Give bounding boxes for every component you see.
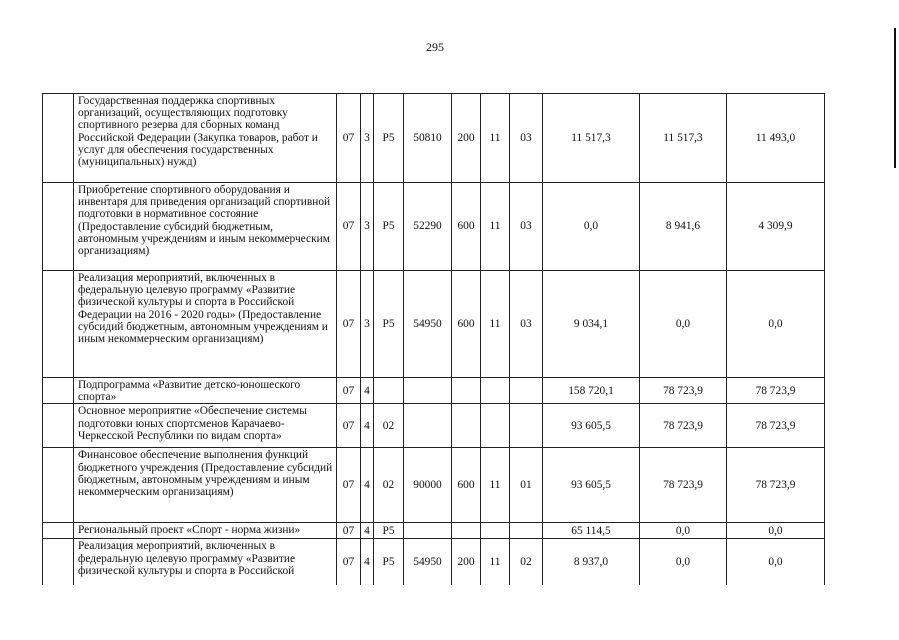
amount-year2-cell: 8 941,6 [640,183,727,271]
section-code-cell: 07 [337,448,361,523]
department-code-cell: 11 [481,183,510,271]
table-body [43,94,825,585]
expense-type-cell: 600 [452,271,481,378]
table-row [43,378,825,404]
expense-type-cell [452,378,481,404]
budget-table [42,93,825,585]
amount-year3-cell: 4 309,9 [727,183,825,271]
department-code-cell [481,378,510,404]
amount-year1-cell: 158 720,1 [543,378,640,404]
amount-year1-cell: 11 517,3 [543,94,640,183]
amount-year1-cell: 65 114,5 [543,523,640,539]
amount-year2-cell: 78 723,9 [640,404,727,448]
direction-code-cell [404,404,452,448]
blank-cell [43,448,74,523]
page-number: 295 [426,40,444,54]
section-code-cell: 07 [337,404,361,448]
program-code-cell: P5 [374,539,404,585]
amount-year3-cell: 11 493,0 [727,94,825,183]
subdepartment-code-cell [510,523,543,539]
subsection-code-cell: 3 [361,94,374,183]
subsection-code-cell: 4 [361,523,374,539]
table-row [43,271,825,378]
item-name-cell: Государственная поддержка спортивных организаций, осуществляющих подготовку спортивного резерва для сборных команд Российской Федерации (Закупка товаров, работ и услуг для обеспечения государственных (муниципальных) нужд) [74,94,337,183]
section-code-cell: 07 [337,183,361,271]
blank-cell [43,404,74,448]
section-code-cell: 07 [337,523,361,539]
program-code-cell: P5 [374,183,404,271]
table-row [43,404,825,448]
amount-year3-cell: 0,0 [727,271,825,378]
direction-code-cell: 90000 [404,448,452,523]
blank-cell [43,378,74,404]
program-code-cell: 02 [374,448,404,523]
subdepartment-code-cell: 03 [510,94,543,183]
program-code-cell: P5 [374,94,404,183]
section-code-cell: 07 [337,271,361,378]
amount-year1-cell: 93 605,5 [543,404,640,448]
table-row [43,183,825,271]
amount-year2-cell: 0,0 [640,271,727,378]
department-code-cell: 11 [481,271,510,378]
amount-year1-cell: 9 034,1 [543,271,640,378]
subsection-code-cell: 4 [361,448,374,523]
subdepartment-code-cell: 03 [510,271,543,378]
table-row [43,94,825,183]
blank-cell [43,271,74,378]
blank-cell [43,94,74,183]
department-code-cell: 11 [481,539,510,585]
program-code-cell: 02 [374,404,404,448]
subsection-code-cell: 4 [361,404,374,448]
subsection-code-cell: 3 [361,271,374,378]
amount-year3-cell: 0,0 [727,539,825,585]
amount-year3-cell: 78 723,9 [727,448,825,523]
table-row [43,448,825,523]
amount-year2-cell: 0,0 [640,539,727,585]
expense-type-cell: 600 [452,183,481,271]
department-code-cell: 11 [481,448,510,523]
program-code-cell: P5 [374,523,404,539]
program-code-cell [374,378,404,404]
subdepartment-code-cell [510,378,543,404]
direction-code-cell [404,523,452,539]
direction-code-cell: 52290 [404,183,452,271]
department-code-cell [481,404,510,448]
department-code-cell: 11 [481,94,510,183]
direction-code-cell: 50810 [404,94,452,183]
direction-code-cell: 54950 [404,539,452,585]
expense-type-cell: 200 [452,539,481,585]
item-name-cell: Финансовое обеспечение выполнения функций бюджетного учреждения (Предоставление субсидий бюджетным, автономным учреждениям и иным некоммерческим организациям) [74,448,337,523]
amount-year2-cell: 78 723,9 [640,378,727,404]
amount-year2-cell: 78 723,9 [640,448,727,523]
section-code-cell: 07 [337,94,361,183]
program-code-cell: P5 [374,271,404,378]
section-code-cell: 07 [337,378,361,404]
subdepartment-code-cell [510,404,543,448]
item-name-cell: Реализация мероприятий, включенных в федеральную целевую программу «Развитие физической культуры и спорта в Российской [74,539,337,585]
item-name-cell: Приобретение спортивного оборудования и инвентаря для приведения организаций спортивной подготовки в нормативное состояние (Предоставление субсидий бюджетным, автономным учреждениям и иным некоммерческим организациям) [74,183,337,271]
department-code-cell [481,523,510,539]
amount-year2-cell: 0,0 [640,523,727,539]
expense-type-cell: 600 [452,448,481,523]
item-name-cell: Реализация мероприятий, включенных в федеральную целевую программу «Развитие физической культуры и спорта в Российской Федерации на 2016 - 2020 годы» (Предоставление субсидий бюджетным, автономным учреждениям и иным некоммерческим организациям) [74,271,337,378]
subdepartment-code-cell: 03 [510,183,543,271]
direction-code-cell [404,378,452,404]
blank-cell [43,183,74,271]
blank-cell [43,523,74,539]
amount-year1-cell: 93 605,5 [543,448,640,523]
expense-type-cell [452,404,481,448]
table-row [43,523,825,539]
direction-code-cell: 54950 [404,271,452,378]
amount-year1-cell: 8 937,0 [543,539,640,585]
expense-type-cell: 200 [452,94,481,183]
subsection-code-cell: 4 [361,539,374,585]
blank-cell [43,539,74,585]
amount-year1-cell: 0,0 [543,183,640,271]
amount-year3-cell: 0,0 [727,523,825,539]
subsection-code-cell: 4 [361,378,374,404]
item-name-cell: Региональный проект «Спорт - норма жизни» [74,523,337,539]
subdepartment-code-cell: 02 [510,539,543,585]
table-row [43,539,825,585]
item-name-cell: Основное мероприятие «Обеспечение системы подготовки юных спортсменов Карачаево-Черкесской Республики по видам спорта» [74,404,337,448]
amount-year2-cell: 11 517,3 [640,94,727,183]
amount-year3-cell: 78 723,9 [727,378,825,404]
section-code-cell: 07 [337,539,361,585]
amount-year3-cell: 78 723,9 [727,404,825,448]
expense-type-cell [452,523,481,539]
scan-edge-mark [894,28,896,168]
subdepartment-code-cell: 01 [510,448,543,523]
subsection-code-cell: 3 [361,183,374,271]
item-name-cell: Подпрограмма «Развитие детско-юношеского спорта» [74,378,337,404]
